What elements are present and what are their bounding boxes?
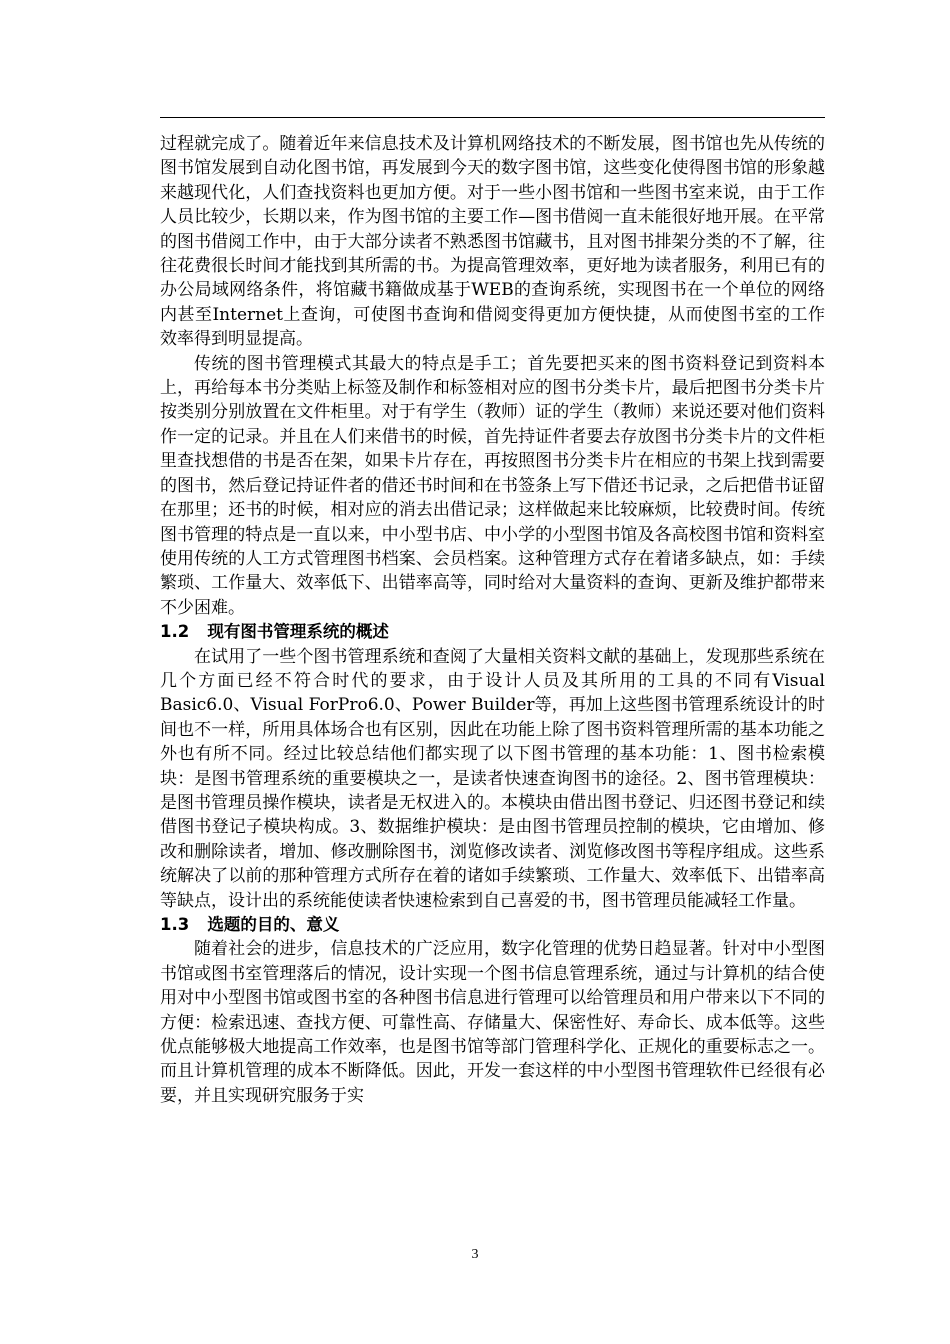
paragraph-intro: 过程就完成了。随着近年来信息技术及计算机网络技术的不断发展，图书馆也先从传统的图书馆发展到自动化图书馆，再发展到今天的数字图书馆，这些变化使得图书馆的形象越来越现代化，人们查找资料也更加方便。对于一些小图书馆和一些图书室来说，由于工作人员比较少，长期以来，作为图书馆的主要工作—图书借阅一直未能很好地开展。在平常的图书借阅工作中，由于大部分读者不熟悉图书馆藏书，且对图书排架分类的不了解，往往花费很长时间才能找到其所需的书。为提高管理效率，更好地为读者服务，利用已有的办公局域网络条件，将馆藏书籍做成基于WEB的查询系统，实现图书在一个单位的网络内甚至Internet上查询，可使图书查询和借阅变得更加方便快捷，从而使图书室的工作效率得到明显提高。 xyxy=(160,134,825,350)
page-body xyxy=(160,132,825,1108)
paragraph-purpose: 随着社会的进步，信息技术的广泛应用，数字化管理的优势日趋显著。针对中小型图书馆或图书室管理落后的情况，设计实现一个图书信息管理系统，通过与计算机的结合使用对中小型图书馆或图书室的各种图书信息进行管理可以给管理员和用户带来以下不同的方便：检索迅速、查找方便、可靠性高、存储量大、保密性好、寿命长、成本低等。这些优点能够极大地提高工作效率，也是图书馆等部门管理科学化、正规化的重要标志之一。而且计算机管理的成本不断降低。因此，开发一套这样的中小型图书管理软件已经很有必要，并且实现研究服务于实 xyxy=(160,939,825,1106)
section-title: 选题的目的、意义 xyxy=(207,915,340,934)
section-heading-1-2 xyxy=(160,620,825,644)
paragraph-traditional: 传统的图书管理模式其最大的特点是手工；首先要把买来的图书资料登记到资料本上，再给每本书分类贴上标签及制作和标签相对应的图书分类卡片，最后把图书分类卡片按类别分别放置在文件柜里。对于有学生（教师）证的学生（教师）来说还要对他们资料作一定的记录。并且在人们来借书的时候，首先持证件者要去存放图书分类卡片的文件柜里查找想借的书是否在架，如果卡片存在，再按照图书分类卡片在相应的书架上找到需要的图书，然后登记持证件者的借还书时间和在书签条上写下借还书记录，之后把借书证留在那里；还书的时候，相对应的消去出借记录；这样做起来比较麻烦，比较费时间。传统图书管理的特点是一直以来，中小型书店、中小学的小型图书馆及各高校图书馆和资料室使用传统的人工方式管理图书档案、会员档案。这种管理方式存在着诸多缺点，如：手续繁琐、工作量大、效率低下、出错率高等，同时给对大量资料的查询、更新及维护都带来不少困难。 xyxy=(160,353,825,618)
header-rule xyxy=(160,117,825,118)
paragraph-existing-systems: 在试用了一些个图书管理系统和查阅了大量相关资料文献的基础上，发现那些系统在几个方面已经不符合时代的要求，由于设计人员及其所用的工具的不同有Visual Basic6.0、Visual ForPro6.0、Power Builder等，再加上这些图书管理系统设计的时间也不一样，所用具体场合也有区别，因此在功能上除了图书资料管理所需的基本功能之外也有所不同。经过比较总结他们都实现了以下图书管理的基本功能：1、图书检索模块：是图书管理系统的重要模块之一，是读者快速查询图书的途径。2、图书管理模块：是图书管理员操作模块，读者是无权进入的。本模块由借出图书登记、归还图书登记和续借图书登记子模块构成。3、数据维护模块：是由图书管理员控制的模块，它由增加、修改和删除读者，增加、修改删除图书，浏览修改读者、浏览修改图书等程序组成。这些系统解决了以前的那种管理方式所存在着的诸如手续繁琐、工作量大、效率低下、出错率高等缺点，设计出的系统能使读者快速检索到自己喜爱的书，图书管理员能减轻工作量。 xyxy=(160,646,825,911)
page-number: 3 xyxy=(471,1247,479,1262)
section-number: 1.3 xyxy=(160,915,190,934)
section-number: 1.2 xyxy=(160,622,190,642)
section-title: 现有图书管理系统的概述 xyxy=(207,622,389,642)
section-heading-1-3 xyxy=(160,913,825,937)
